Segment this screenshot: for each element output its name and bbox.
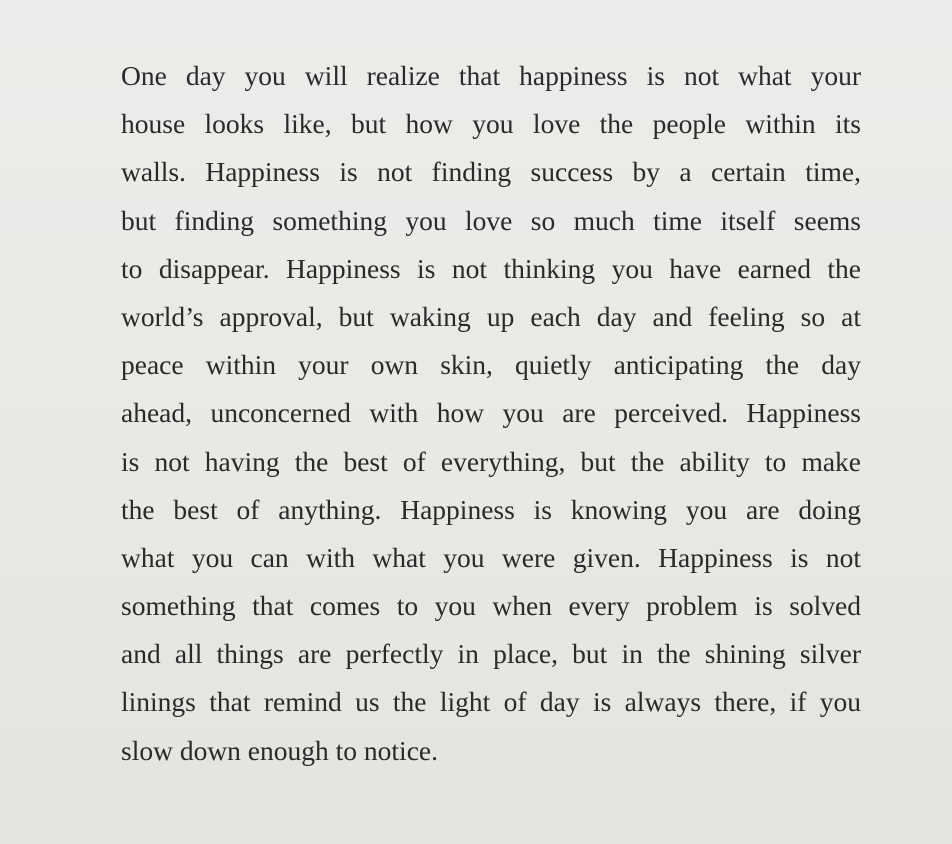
passage-line: something that comes to you when every problem is solved (121, 590, 861, 622)
passage-line: walls. Happiness is not finding success by a certain time, (121, 156, 861, 188)
passage-text (121, 52, 861, 775)
passage-line: house looks like, but how you love the people within its (121, 108, 861, 140)
passage-line: ahead, unconcerned with how you are perceived. Happiness (121, 397, 861, 429)
passage-line: what you can with what you were given. Happiness is not (121, 541, 861, 573)
passage-line: linings that remind us the light of day is always there, if you (121, 686, 861, 718)
passage-line: slow down enough to notice. (121, 734, 438, 766)
passage-line: and all things are perfectly in place, but in the shining silver (121, 638, 861, 670)
passage-line: but finding something you love so much time itself seems (121, 204, 861, 236)
passage-line: is not having the best of everything, but the ability to make (121, 445, 861, 477)
passage-line: peace within your own skin, quietly anticipating the day (121, 349, 861, 381)
passage-line: world’s approval, but waking up each day and feeling so at (121, 300, 861, 332)
passage-line: One day you will realize that happiness is not what your (121, 60, 861, 91)
passage-line: to disappear. Happiness is not thinking you have earned the (121, 252, 861, 284)
passage-line: the best of anything. Happiness is knowing you are doing (121, 493, 861, 525)
